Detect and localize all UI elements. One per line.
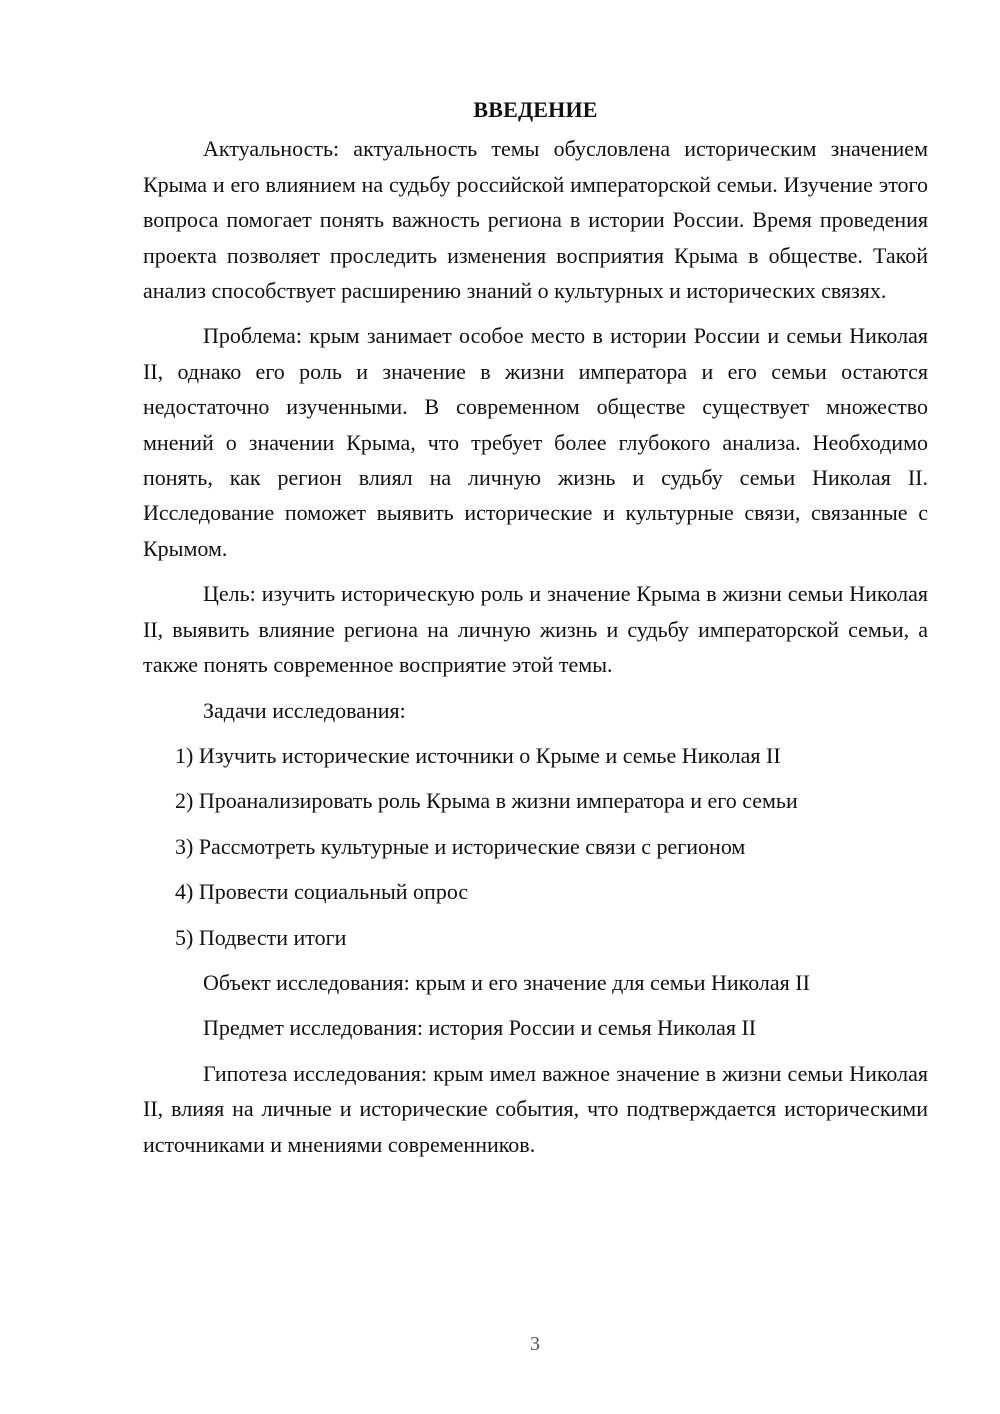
object-line: Объект исследования: крым и его значение для семьи Николая II: [203, 969, 810, 995]
tasks-list: [143, 738, 928, 955]
task-item: 3) Рассмотреть культурные и исторические связи с регионом: [175, 833, 746, 859]
task-item: 2) Проанализировать роль Крыма в жизни императора и его семьи: [175, 788, 798, 814]
hypothesis-paragraph: Гипотеза исследования: крым имел важное значение в жизни семьи Николая II, влияя на личные и исторические события, что подтверждается историческими источниками и мнениями современников.: [143, 1060, 928, 1157]
task-item: 5) Подвести итоги: [175, 924, 347, 950]
goal-paragraph: Цель: изучить историческую роль и значение Крыма в жизни семьи Николая II, выявить влияние региона на личную жизнь и судьбу императорской семьи, а также понять современное восприятие этой темы.: [143, 581, 928, 678]
relevance-paragraph: Актуальность: актуальность темы обусловлена историческим значением Крыма и его влиянием на судьбу российской императорской семьи. Изучение этого вопроса помогает понять важность региона в истории России. Время проведения проекта позволяет проследить изменения восприятия Крыма в обществе. Такой анализ способствует расширению знаний о культурных и исторических связях.: [143, 136, 928, 304]
task-item: 1) Изучить исторические источники о Крыме и семье Николая II: [175, 742, 781, 768]
page-number: 3: [530, 1333, 540, 1355]
subject-line: Предмет исследования: история России и семья Николая II: [203, 1015, 757, 1041]
problem-paragraph: Проблема: крым занимает особое место в истории России и семьи Николая II, однако его роль и значение в жизни императора и его семьи остаются недостаточно изученными. В современном обществе существует множество мнений о значении Крыма, что требует более глубокого анализа. Необходимо понять, как регион влиял на личную жизнь и судьбу семьи Николая II. Исследование поможет выявить исторические и культурные связи, связанные с Крымом.: [143, 323, 928, 561]
tasks-heading: Задачи исследования:: [203, 697, 406, 723]
page-title: ВВЕДЕНИЕ: [473, 97, 598, 122]
document-body: [143, 92, 928, 1172]
task-item: 4) Провести социальный опрос: [175, 879, 469, 905]
